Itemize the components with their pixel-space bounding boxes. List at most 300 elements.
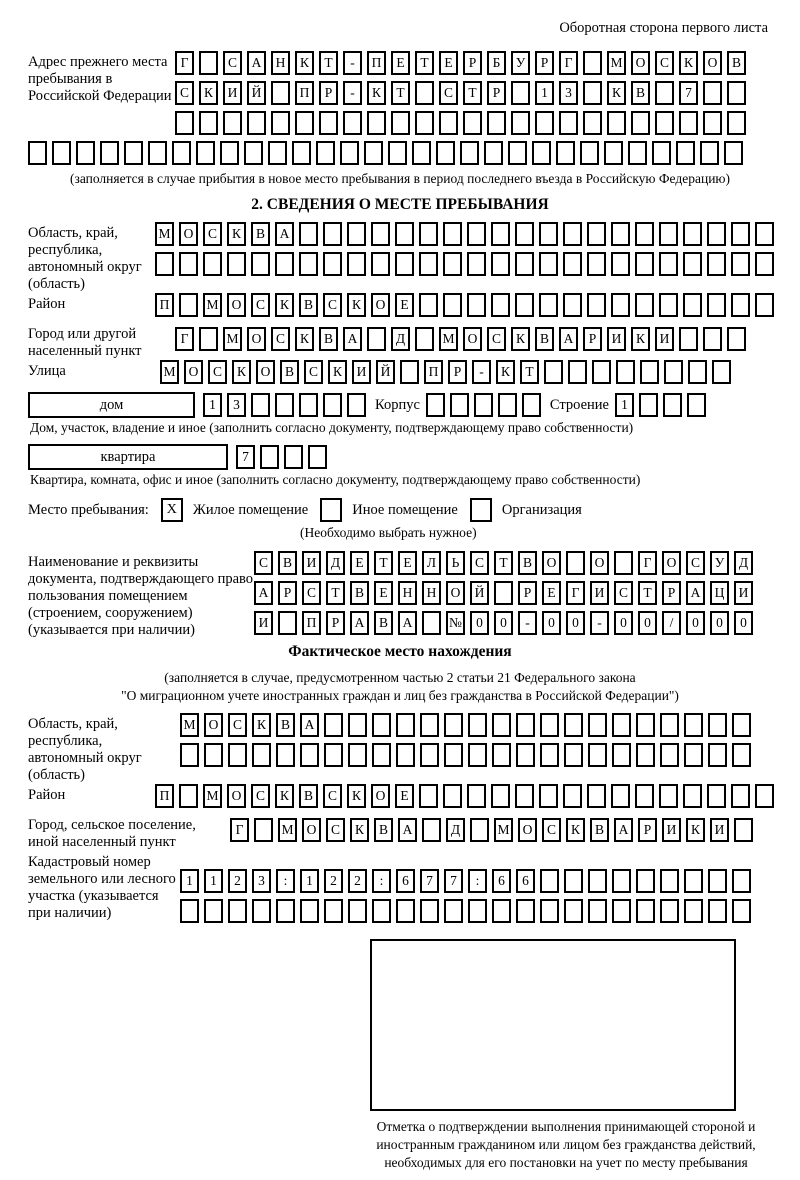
char-cell <box>659 252 678 276</box>
char-cell: К <box>252 713 271 737</box>
char-cell <box>470 818 489 842</box>
char-cell <box>364 141 383 165</box>
char-cell <box>684 713 703 737</box>
char-cell <box>484 141 503 165</box>
char-cell <box>372 899 391 923</box>
char-cell: Р <box>638 818 657 842</box>
char-cell <box>612 869 631 893</box>
char-cell <box>636 899 655 923</box>
char-cell <box>180 743 199 767</box>
actual-district-label: Район <box>28 787 66 803</box>
char-cell <box>684 743 703 767</box>
house-number-cells <box>203 393 371 417</box>
char-cell <box>422 818 441 842</box>
stay-option-checkbox-organization <box>470 498 492 522</box>
char-cell <box>703 327 722 351</box>
char-cell: Н <box>398 581 417 605</box>
stay-option-checkbox-residential: X <box>161 498 183 522</box>
document-label: Наименование и реквизиты документа, подтверждающего право пользования помещением (строением, сооружением) (указывается при наличии) <box>28 554 254 638</box>
char-cell: С <box>304 360 323 384</box>
char-cell: Л <box>422 551 441 575</box>
street-block <box>28 360 800 390</box>
char-cell: / <box>662 611 681 635</box>
char-cell: О <box>518 818 537 842</box>
char-cell: О <box>227 784 246 808</box>
char-cell: М <box>203 293 222 317</box>
char-cell <box>727 81 746 105</box>
char-cell <box>316 141 335 165</box>
char-cell: 6 <box>396 869 415 893</box>
char-cell <box>539 293 558 317</box>
char-cell <box>635 222 654 246</box>
char-cell <box>426 393 445 417</box>
char-cell <box>436 141 455 165</box>
char-cell: К <box>227 222 246 246</box>
char-cell: 6 <box>492 869 511 893</box>
apartment-cells <box>236 445 332 469</box>
char-cell: О <box>703 51 722 75</box>
char-cell: С <box>175 81 194 105</box>
char-cell <box>588 743 607 767</box>
char-cell: Г <box>559 51 578 75</box>
char-cell: В <box>518 551 537 575</box>
char-cell <box>588 713 607 737</box>
char-cell: Р <box>319 81 338 105</box>
char-cell <box>388 141 407 165</box>
char-cell <box>52 141 71 165</box>
char-cell: М <box>439 327 458 351</box>
char-cell: Т <box>638 581 657 605</box>
char-cell <box>707 222 726 246</box>
cadastral-row-1 <box>180 869 756 893</box>
char-cell <box>659 222 678 246</box>
char-cell <box>491 293 510 317</box>
char-cell: Д <box>326 551 345 575</box>
char-cell: С <box>686 551 705 575</box>
char-cell <box>540 899 559 923</box>
char-cell: К <box>367 81 386 105</box>
char-cell <box>468 743 487 767</box>
char-cell <box>204 899 223 923</box>
char-cell: И <box>302 551 321 575</box>
char-cell <box>460 141 479 165</box>
char-cell <box>300 743 319 767</box>
page-header-note: Оборотная сторона первого листа <box>559 20 768 36</box>
char-cell: К <box>347 293 366 317</box>
char-cell: Е <box>391 51 410 75</box>
char-cell <box>444 743 463 767</box>
stay-option-label-residential: Жилое помещение <box>192 501 309 518</box>
char-cell: А <box>614 818 633 842</box>
char-cell <box>474 393 493 417</box>
char-cell <box>323 393 342 417</box>
actual-district-cells <box>155 784 779 808</box>
char-cell: О <box>631 51 650 75</box>
char-cell: 2 <box>228 869 247 893</box>
char-cell <box>563 222 582 246</box>
char-cell <box>755 252 774 276</box>
char-cell: Т <box>319 51 338 75</box>
char-cell <box>587 784 606 808</box>
char-cell: 1 <box>300 869 319 893</box>
char-cell: Т <box>374 551 393 575</box>
char-cell: Н <box>422 581 441 605</box>
char-cell: Е <box>350 551 369 575</box>
street-label: Улица <box>28 363 66 379</box>
char-cell <box>522 393 541 417</box>
char-cell: И <box>655 327 674 351</box>
char-cell: П <box>424 360 443 384</box>
char-cell: О <box>227 293 246 317</box>
char-cell <box>175 111 194 135</box>
char-cell <box>712 360 731 384</box>
stroenie-label: Строение <box>549 396 609 413</box>
char-cell <box>564 869 583 893</box>
char-cell <box>396 713 415 737</box>
char-cell <box>492 743 511 767</box>
char-cell: 2 <box>324 869 343 893</box>
char-cell <box>660 713 679 737</box>
char-cell <box>179 252 198 276</box>
char-cell <box>707 784 726 808</box>
char-cell <box>498 393 517 417</box>
char-cell: 0 <box>494 611 513 635</box>
char-cell: Е <box>439 51 458 75</box>
char-cell <box>467 784 486 808</box>
char-cell: Е <box>398 551 417 575</box>
char-cell <box>516 713 535 737</box>
char-cell <box>700 141 719 165</box>
char-cell <box>703 81 722 105</box>
char-cell <box>491 252 510 276</box>
char-cell <box>419 784 438 808</box>
char-cell <box>275 393 294 417</box>
char-cell: Т <box>494 551 513 575</box>
char-cell: О <box>247 327 266 351</box>
char-cell: : <box>468 869 487 893</box>
char-cell: 0 <box>638 611 657 635</box>
char-cell <box>640 360 659 384</box>
char-cell <box>612 899 631 923</box>
char-cell <box>707 252 726 276</box>
char-cell <box>588 899 607 923</box>
char-cell <box>299 252 318 276</box>
char-cell <box>588 869 607 893</box>
char-cell <box>727 111 746 135</box>
char-cell <box>544 360 563 384</box>
apartment-field-box: квартира <box>28 444 228 470</box>
char-cell <box>687 393 706 417</box>
char-cell <box>684 869 703 893</box>
char-cell: Е <box>395 784 414 808</box>
char-cell <box>568 360 587 384</box>
stay-option-label-organization: Организация <box>501 501 582 518</box>
char-cell: К <box>199 81 218 105</box>
char-cell: 1 <box>203 393 222 417</box>
district-label: Район <box>28 296 66 312</box>
char-cell <box>515 293 534 317</box>
char-cell <box>580 141 599 165</box>
char-cell: М <box>607 51 626 75</box>
street-cells <box>160 360 736 384</box>
char-cell: 7 <box>444 869 463 893</box>
cadastral-rows <box>180 851 756 929</box>
char-cell: О <box>662 551 681 575</box>
char-cell: А <box>300 713 319 737</box>
char-cell <box>539 252 558 276</box>
char-cell: С <box>271 327 290 351</box>
char-cell: Т <box>415 51 434 75</box>
char-cell <box>203 252 222 276</box>
char-cell: П <box>367 51 386 75</box>
char-cell: Р <box>326 611 345 635</box>
char-cell: К <box>511 327 530 351</box>
stay-place-row <box>28 498 800 522</box>
char-cell <box>616 360 635 384</box>
char-cell <box>179 784 198 808</box>
char-cell: С <box>208 360 227 384</box>
korpus-label: Корпус <box>375 396 420 413</box>
char-cell <box>443 784 462 808</box>
char-cell <box>396 899 415 923</box>
char-cell <box>443 252 462 276</box>
char-cell <box>371 222 390 246</box>
char-cell: И <box>734 581 753 605</box>
char-cell <box>492 899 511 923</box>
char-cell <box>276 899 295 923</box>
char-cell: Й <box>247 81 266 105</box>
char-cell: В <box>278 551 297 575</box>
char-cell: С <box>254 551 273 575</box>
char-cell: Р <box>463 51 482 75</box>
document-block <box>28 551 800 641</box>
char-cell <box>731 222 750 246</box>
char-cell <box>76 141 95 165</box>
char-cell <box>367 111 386 135</box>
char-cell: В <box>727 51 746 75</box>
char-cell: М <box>160 360 179 384</box>
char-cell <box>559 111 578 135</box>
char-cell <box>348 713 367 737</box>
char-cell: 7 <box>236 445 255 469</box>
char-cell: 0 <box>542 611 561 635</box>
char-cell: К <box>350 818 369 842</box>
char-cell: Д <box>734 551 753 575</box>
char-cell <box>179 293 198 317</box>
char-cell: И <box>607 327 626 351</box>
char-cell <box>611 784 630 808</box>
char-cell: 7 <box>420 869 439 893</box>
char-cell: В <box>299 293 318 317</box>
char-cell <box>415 81 434 105</box>
house-row <box>28 392 800 418</box>
char-cell: А <box>686 581 705 605</box>
prev-address-row-3 <box>175 111 751 135</box>
house-field-box: дом <box>28 392 195 418</box>
char-cell <box>252 743 271 767</box>
char-cell <box>508 141 527 165</box>
char-cell: И <box>590 581 609 605</box>
char-cell: И <box>710 818 729 842</box>
char-cell: П <box>155 293 174 317</box>
char-cell: О <box>542 551 561 575</box>
char-cell: И <box>223 81 242 105</box>
char-cell <box>371 252 390 276</box>
prev-address-block <box>28 51 800 141</box>
char-cell <box>443 293 462 317</box>
char-cell <box>556 141 575 165</box>
char-cell <box>676 141 695 165</box>
char-cell <box>204 743 223 767</box>
char-cell <box>491 784 510 808</box>
prev-address-rows <box>175 51 751 141</box>
char-cell: Д <box>391 327 410 351</box>
char-cell: 3 <box>252 869 271 893</box>
char-cell: 0 <box>566 611 585 635</box>
char-cell <box>199 327 218 351</box>
actual-location-title: Фактическое место нахождения <box>288 643 512 660</box>
char-cell <box>583 51 602 75</box>
char-cell <box>415 111 434 135</box>
district-block <box>28 293 800 323</box>
char-cell: В <box>350 581 369 605</box>
char-cell <box>196 141 215 165</box>
char-cell: А <box>398 611 417 635</box>
char-cell: О <box>302 818 321 842</box>
char-cell <box>636 869 655 893</box>
document-rows <box>254 551 758 641</box>
char-cell: 0 <box>470 611 489 635</box>
char-cell <box>422 611 441 635</box>
char-cell: 3 <box>559 81 578 105</box>
char-cell: 1 <box>615 393 634 417</box>
city-block <box>28 323 800 360</box>
char-cell <box>228 743 247 767</box>
char-cell: - <box>343 51 362 75</box>
char-cell <box>564 743 583 767</box>
char-cell <box>340 141 359 165</box>
char-cell <box>684 899 703 923</box>
char-cell <box>731 784 750 808</box>
actual-location-note-line1: (заполняется в случае, предусмотренном частью 2 статьи 21 Федерального закона <box>164 670 636 685</box>
char-cell <box>124 141 143 165</box>
char-cell <box>755 293 774 317</box>
char-cell <box>220 141 239 165</box>
char-cell <box>155 252 174 276</box>
char-cell: П <box>155 784 174 808</box>
char-cell <box>587 252 606 276</box>
char-cell <box>660 869 679 893</box>
char-cell: В <box>631 81 650 105</box>
char-cell <box>348 743 367 767</box>
char-cell <box>563 784 582 808</box>
char-cell <box>611 222 630 246</box>
korpus-cells <box>426 393 546 417</box>
char-cell <box>635 293 654 317</box>
char-cell: А <box>350 611 369 635</box>
char-cell <box>292 141 311 165</box>
char-cell <box>731 293 750 317</box>
char-cell <box>511 111 530 135</box>
char-cell: Е <box>374 581 393 605</box>
char-cell: Е <box>395 293 414 317</box>
char-cell <box>614 551 633 575</box>
char-cell: В <box>280 360 299 384</box>
char-cell: В <box>374 818 393 842</box>
char-cell <box>347 222 366 246</box>
char-cell <box>734 818 753 842</box>
char-cell <box>148 141 167 165</box>
char-cell: 1 <box>535 81 554 105</box>
char-cell <box>247 111 266 135</box>
char-cell: Р <box>535 51 554 75</box>
char-cell: К <box>347 784 366 808</box>
char-cell <box>566 551 585 575</box>
char-cell <box>343 111 362 135</box>
char-cell: О <box>371 784 390 808</box>
char-cell: С <box>223 51 242 75</box>
char-cell: М <box>180 713 199 737</box>
char-cell: Р <box>662 581 681 605</box>
char-cell <box>439 111 458 135</box>
char-cell <box>732 743 751 767</box>
char-cell <box>732 869 751 893</box>
char-cell <box>372 743 391 767</box>
char-cell: В <box>590 818 609 842</box>
char-cell <box>323 222 342 246</box>
char-cell: Б <box>487 51 506 75</box>
char-cell <box>367 327 386 351</box>
char-cell: К <box>566 818 585 842</box>
char-cell <box>415 327 434 351</box>
char-cell <box>732 713 751 737</box>
char-cell: А <box>247 51 266 75</box>
char-cell: Д <box>446 818 465 842</box>
stay-place-label: Место пребывания: <box>28 501 149 518</box>
char-cell: Г <box>566 581 585 605</box>
char-cell <box>564 713 583 737</box>
char-cell <box>703 111 722 135</box>
char-cell <box>535 111 554 135</box>
char-cell <box>395 222 414 246</box>
char-cell <box>244 141 263 165</box>
char-cell: А <box>559 327 578 351</box>
char-cell: П <box>295 81 314 105</box>
stay-option-checkbox-other <box>320 498 342 522</box>
char-cell: У <box>511 51 530 75</box>
char-cell: Т <box>520 360 539 384</box>
region-row-2 <box>155 252 779 276</box>
char-cell: О <box>204 713 223 737</box>
char-cell: К <box>275 293 294 317</box>
char-cell <box>227 252 246 276</box>
char-cell <box>419 222 438 246</box>
char-cell <box>732 899 751 923</box>
char-cell <box>491 222 510 246</box>
char-cell: Е <box>542 581 561 605</box>
char-cell: 1 <box>204 869 223 893</box>
char-cell: И <box>352 360 371 384</box>
char-cell: - <box>472 360 491 384</box>
char-cell <box>628 141 647 165</box>
char-cell <box>444 899 463 923</box>
char-cell <box>631 111 650 135</box>
char-cell: 3 <box>227 393 246 417</box>
document-row-2 <box>254 581 758 605</box>
char-cell <box>278 611 297 635</box>
char-cell <box>515 252 534 276</box>
char-cell <box>563 293 582 317</box>
